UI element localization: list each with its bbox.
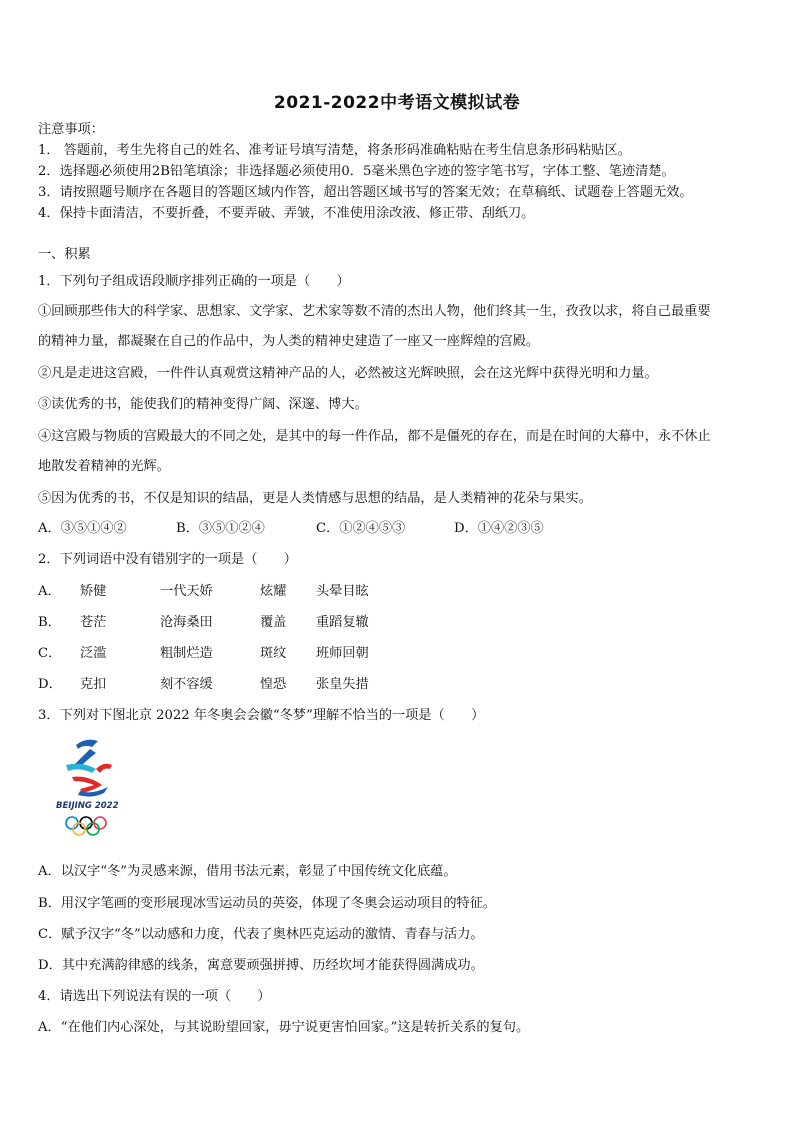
q2-option-c[interactable]	[38, 644, 369, 664]
q1-option-b[interactable]: B．③⑤①②④	[176, 521, 265, 536]
q1-option-d[interactable]: D．①④②③⑤	[454, 521, 544, 536]
q1-options	[38, 519, 758, 539]
q1-option-a[interactable]: A．③⑤①④②	[38, 521, 127, 536]
q2-word: 惶恐	[260, 677, 287, 692]
q4-stem: 4．请选出下列说法有误的一项（ ）	[38, 989, 271, 1004]
q2-word: 一代天娇	[160, 584, 213, 599]
q1-option-c[interactable]: C．①②④⑤③	[316, 521, 406, 536]
notice-item-2: 2．选择题必须使用2B铅笔填涂；非选择题必须使用0．5毫米黑色字迹的签字笔书写，字体工整、笔迹清楚。	[38, 164, 675, 179]
q2-word: 刻不容缓	[160, 677, 213, 692]
q2-word: 矫健	[80, 584, 107, 599]
q2-word: 泛滥	[80, 646, 107, 661]
notice-item-4: 4．保持卡面清洁，不要折叠，不要弄破、弄皱，不准使用涂改液、修正带、刮纸刀。	[38, 206, 535, 221]
notice-item-3: 3．请按照题号顺序在各题目的答题区域内作答，超出答题区域书写的答案无效；在草稿纸、试题卷上答题无效。	[38, 185, 693, 200]
notice-heading: 注意事项：	[38, 122, 104, 137]
notice-item-1: 1． 答题前，考生先将自己的姓名、准考证号填写清楚，将条形码准确粘贴在考生信息条形码粘贴区。	[38, 143, 631, 158]
section-heading: 一、积累	[38, 247, 91, 262]
q2-word: 克扣	[80, 677, 107, 692]
q2-option-d[interactable]	[38, 675, 369, 695]
q3-stem: 3．下列对下图北京 2022 年冬奥会会徽“冬梦”理解不恰当的一项是（ ）	[38, 708, 485, 723]
q1-sentence-3: ③读优秀的书，能使我们的精神变得广阔、深邃、博大。	[38, 397, 368, 412]
q1-sentence-4a: ④这宫殿与物质的宫殿最大的不同之处，是其中的每一件作品，都不是僵死的存在，而是在时间的大幕中，永不休止	[38, 429, 711, 444]
q2-word: 沧海桑田	[160, 615, 213, 630]
q1-sentence-5: ⑤因为优秀的书，不仅是知识的结晶，更是人类情感与思想的结晶，是人类精神的花朵与果实。	[38, 491, 592, 506]
q1-sentence-1a: ①回顾那些伟大的科学家、思想家、文学家、艺术家等数不清的杰出人物，他们终其一生，孜孜以求，将自己最重要	[38, 304, 711, 319]
q2-word: 炫耀	[260, 584, 287, 599]
q2-word: 重蹈复辙	[316, 615, 369, 630]
q1-sentence-4b: 地散发着精神的光辉。	[38, 459, 170, 474]
q2-word: 覆盖	[260, 615, 287, 630]
emblem-icon	[52, 735, 130, 843]
q2-option-b[interactable]	[38, 613, 369, 633]
q2-option-a[interactable]	[38, 582, 369, 602]
q3-option-d[interactable]: D．其中充满韵律感的线条，寓意要顽强拼搏、历经坎坷才能获得圆满成功。	[38, 958, 484, 973]
q2-word: 班师回朝	[316, 646, 369, 661]
q2-option-label: C．	[38, 646, 62, 661]
emblem-text: BEIJING 2022	[56, 801, 119, 811]
q1-sentence-1b: 的精神力量，都凝聚在自己的作品中，为人类的精神史建造了一座又一座辉煌的宫殿。	[38, 334, 540, 349]
q3-option-b[interactable]: B．用汉字笔画的变形展现冰雪运动员的英姿，体现了冬奥会运动项目的特征。	[38, 896, 497, 911]
q2-word: 头晕目眩	[316, 584, 369, 599]
q1-stem: 1．下列句子组成语段顺序排列正确的一项是（ ）	[38, 274, 350, 289]
page-title: 2021-2022中考语文模拟试卷	[273, 93, 521, 113]
q2-word: 斑纹	[260, 646, 287, 661]
winter-olympics-emblem	[52, 735, 130, 843]
q2-word: 张皇失措	[316, 677, 369, 692]
q2-word: 粗制烂造	[160, 646, 213, 661]
q3-option-c[interactable]: C．赋予汉字“冬”以动感和力度，代表了奥林匹克运动的激情、青春与活力。	[38, 927, 484, 942]
q2-option-label: B．	[38, 615, 61, 630]
q2-word: 苍茫	[80, 615, 107, 630]
q3-option-a[interactable]: A．以汉字“冬”为灵感来源，借用书法元素，彰显了中国传统文化底蕴。	[38, 864, 457, 879]
q2-stem: 2．下列词语中没有错别字的一项是（ ）	[38, 552, 297, 567]
q2-option-label: D．	[38, 677, 62, 692]
q1-sentence-2: ②凡是走进这宫殿，一件件认真观赏这精神产品的人，必然被这光辉映照，会在这光辉中获得光明和力量。	[38, 366, 658, 381]
q2-option-label: A．	[38, 584, 61, 599]
q4-option-a[interactable]: A．“在他们内心深处，与其说盼望回家，毋宁说更害怕回家。”这是转折关系的复句。	[38, 1020, 530, 1035]
